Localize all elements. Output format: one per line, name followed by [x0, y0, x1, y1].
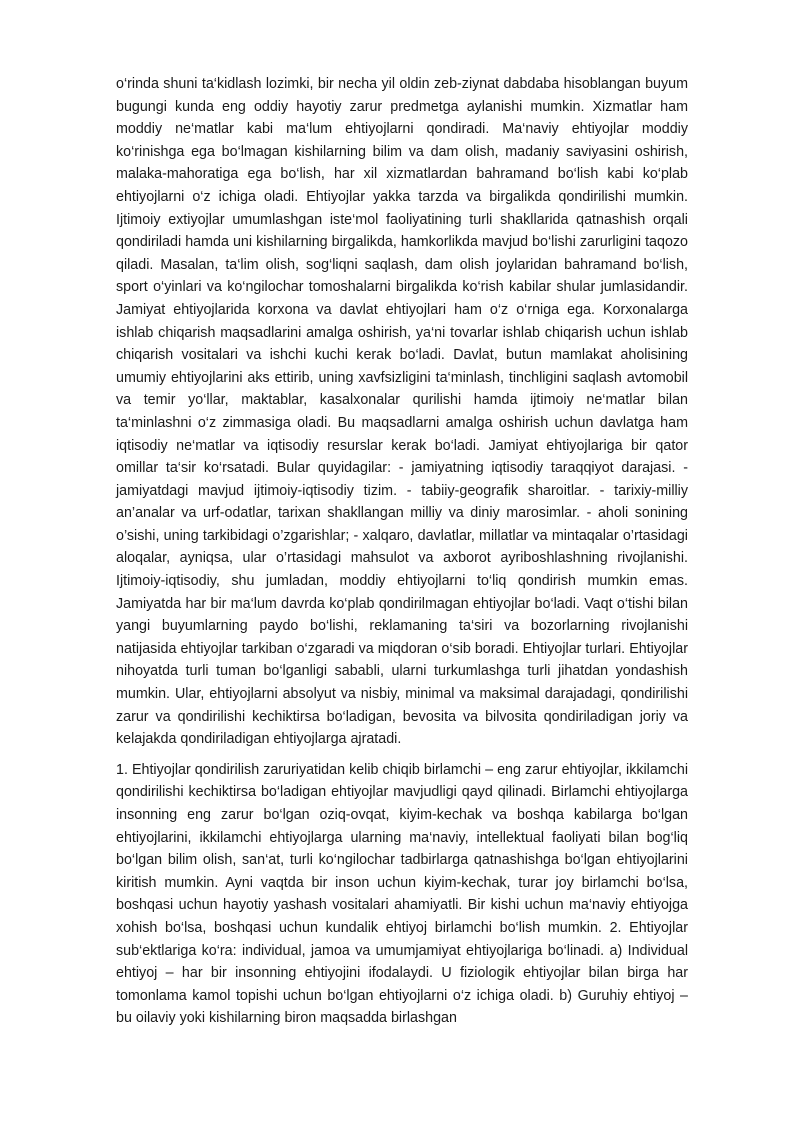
document-page	[116, 73, 688, 1030]
paragraph: o‘rinda shuni ta‘kidlash lozimki, bir necha yil oldin zeb-ziynat dabdaba hisoblangan buyum bugungi kunda eng oddiy hayotiy zarur predmetga aylanishi mumkin. Xizmatlar ham moddiy ne‘matlar kabi ma‘lum ehtiyojlarni qondiradi. Ma‘naviy ehtiyojlar moddiy ko‘rinishga ega bo‘lmagan kishilarning bilim va dam olish, madaniy saviyasini oshirish, malaka-mahoratiga ega bo‘lish, har xil xizmatlardan bahramand bo‘lish kabi ko‘plab ehtiyojlarni o‘z ichiga oladi. Ehtiyojlar yakka tarzda va birgalikda qondirilishi mumkin. Ijtimoiy extiyojlar umumlashgan iste‘mol faoliyatining turli shakllarida qatnashish orqali qondiriladi hamda uni kishilarning birgalikda, hamkorlikda mavjud bo‘lishi zarurligini taqozo qiladi. Masalan, ta‘lim olish, sog‘liqni saqlash, dam olish joylaridan bahramand bo‘lish, sport o‘yinlari va ko‘ngilochar tomoshalarni birgalikda ko‘rish kabilar shular jumlasidandir. Jamiyat ehtiyojlarida korxona va davlat ehtiyojlari ham o‘z o‘rniga ega. Korxonalarga ishlab chiqarish maqsadlarini amalga oshirish, ya‘ni tovarlar ishlab chiqarish uchun ishlab chiqarish vositalari va ishchi kuchi kerak bo‘ladi. Davlat, butun mamlakat aholisining umumiy ehtiyojlarini aks ettirib, uning xavfsizligini ta‘minlash, tinchligini saqlash avtomobil va temir yo‘llar, maktablar, kasalxonalar qurilishi hamda ijtimoiy ne‘matlar bilan ta‘minlashni o‘z zimmasiga oladi. Bu maqsadlarni amalga oshirish uchun davlatga ham iqtisodiy ne‘matlar va iqtisodiy resurslar kerak bo‘ladi. Jamiyat ehtiyojlariga bir qator omillar ta‘sir ko‘rsatadi. Bular quyidagilar: - jamiyatning iqtisodiy taraqqiyot darajasi. - jamiyatdagi mavjud ijtimoiy-iqtisodiy tizim. - tabiiy-geografik sharoitlar. - tarixiy-milliy an’analar va urf-odatlar, tarixan shakllangan milliy va diniy marosimlar. - aholi sonining o’sishi, uning tarkibidagi o’zgarishlar; - xalqaro, davlatlar, millatlar va mintaqalar o’rtasidagi aloqalar, ayniqsa, ular o’rtasidagi mahsulot va axborot ayriboshlashning rivojlanishi. Ijtimoiy-iqtisodiy, shu jumladan, moddiy ehtiyojlarni to‘liq qondirish mumkin emas. Jamiyatda har bir ma‘lum davrda ko‘plab qondirilmagan ehtiyojlar bo‘ladi. Vaqt o‘tishi bilan yangi buyumlarning paydo bo‘lishi, reklamaning ta‘siri va bozorlarning rivojlanishi natijasida ehtiyojlar tarkiban o‘zgaradi va miqdoran o‘sib boradi. Ehtiyojlar turlari. Ehtiyojlar nihoyatda turli tuman bo‘lganligi sababli, ularni turkumlashga turli jihatdan yondashish mumkin. Ular, ehtiyojlarni absolyut va nisbiy, minimal va maksimal darajadagi, qondirilishi zarur va qondirilishi kechiktirsa bo‘ladigan, bevosita va bilvosita qondiriladigan joriy va kelajakda qondiriladigan ehtiyojlarga ajratadi.	[116, 76, 688, 748]
paragraph: 1. Ehtiyojlar qondirilish zaruriyatidan kelib chiqib birlamchi – eng zarur ehtiyojlar, ikkilamchi qondirilishi kechiktirsa bo‘ladigan ehtiyojlar mavjudligi qayd qilinadi. Birlamchi ehtiyojlarga insonning eng zarur bo‘lgan oziq-ovqat, kiyim-kechak va boshqa kabilarga bo‘lgan ehtiyojlarini, ikkilamchi ehtiyojlarga ularning ma‘naviy, intellektual faoliyati bilan bog‘liq bo‘lgan bilim olish, san‘at, turli ko‘ngilochar tadbirlarga qatnashishga bo‘lgan ehtiyojlarini kiritish mumkin. Ayni vaqtda bir inson uchun kiyim-kechak, turar joy birlamchi bo‘lsa, boshqasi uchun hayotiy yashash vositalari ahamiyatli. Bir kishi uchun ma‘naviy ehtiyojga xohish bo‘lsa, boshqasi uchun kundalik ehtiyoj birlamchi bo‘lish mumkin. 2. Ehtiyojlar sub‘ektlariga ko‘ra: individual, jamoa va umumjamiyat ehtiyojlariga bo‘linadi. a) Individual ehtiyoj – har bir insonning ehtiyojini ifodalaydi. U fiziologik ehtiyojlar bilan birga har tomonlama kamol topishi uchun bo‘lgan ehtiyojlarni o‘z ichiga oladi. b) Guruhiy ehtiyoj – bu oilaviy yoki kishilarning biron maqsadda birlashgan	[116, 761, 688, 1027]
